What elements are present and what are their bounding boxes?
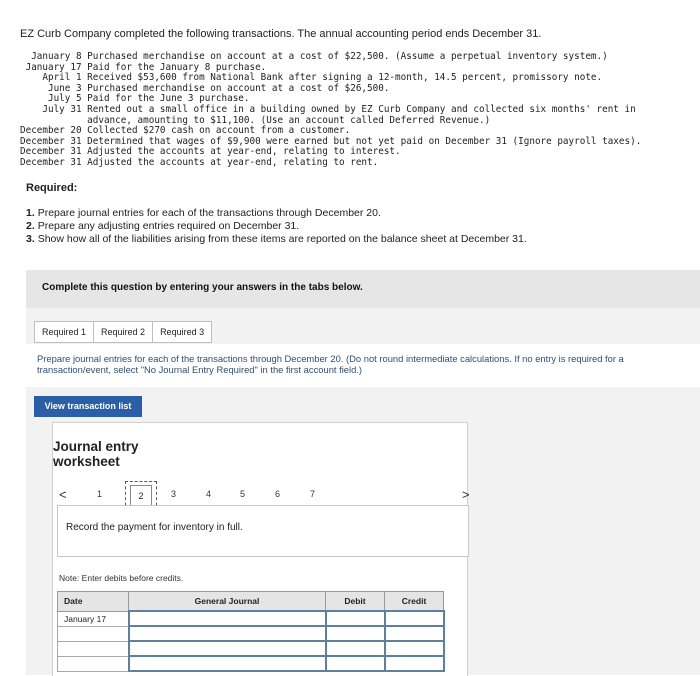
general-journal-header: General Journal xyxy=(129,592,326,612)
date-cell xyxy=(58,656,129,671)
transaction-line: December 31 Adjusted the accounts at year-end, relating to interest. xyxy=(20,146,401,158)
requirement-item: 2. Prepare any adjusting entries required on December 31. xyxy=(26,220,300,232)
date-cell: January 17 xyxy=(58,611,129,626)
transaction-line: January 8 Purchased merchandise on account at a cost of $22,500. (Assume a perpetual inventory system.) xyxy=(20,51,608,62)
tab-required-3[interactable]: Required 3 xyxy=(152,321,212,343)
debit-input[interactable] xyxy=(326,656,385,671)
date-cell xyxy=(58,626,129,641)
required-heading: Required: xyxy=(26,182,78,194)
page-5[interactable]: 5 xyxy=(240,489,246,499)
account-input[interactable] xyxy=(129,641,326,656)
table-row xyxy=(58,626,444,641)
tab-required-2[interactable]: Required 2 xyxy=(93,321,153,343)
tabs-panel-header xyxy=(26,270,700,308)
credit-input[interactable] xyxy=(385,656,444,671)
journal-entry-worksheet xyxy=(52,422,468,676)
chevron-right-icon[interactable]: > xyxy=(462,487,470,502)
transaction-list xyxy=(20,52,641,169)
page-6[interactable]: 6 xyxy=(275,489,281,499)
chevron-left-icon[interactable]: < xyxy=(59,487,67,502)
transaction-line: December 20 Collected $270 cash on account from a customer. xyxy=(20,125,351,137)
problem-intro: EZ Curb Company completed the following transactions. The annual accounting period ends December 31. xyxy=(20,28,542,40)
debit-input[interactable] xyxy=(326,641,385,656)
debit-input[interactable] xyxy=(326,611,385,626)
requirements-list xyxy=(26,207,527,246)
panel-instruction: Complete this question by entering your answers in the tabs below. xyxy=(42,282,363,293)
worksheet-message-box xyxy=(57,505,469,557)
transaction-line: January 17 Paid for the January 8 purchase. xyxy=(20,61,267,73)
credit-header: Credit xyxy=(385,592,444,612)
account-input[interactable] xyxy=(129,626,326,641)
date-header: Date xyxy=(58,592,129,612)
account-input[interactable] xyxy=(129,611,326,626)
page-3[interactable]: 3 xyxy=(171,489,177,499)
debits-note: Note: Enter debits before credits. xyxy=(59,573,184,583)
transaction-line: June 3 Purchased merchandise on account at a cost of $26,500. xyxy=(20,82,390,94)
requirement-item: 1. Prepare journal entries for each of the transactions through December 20. xyxy=(26,207,381,219)
credit-input[interactable] xyxy=(385,641,444,656)
transaction-line: July 31 Rented out a small office in a building owned by EZ Curb Company and collected six months' rent in xyxy=(20,103,636,115)
transaction-line: December 31 Adjusted the accounts at year-end, relating to rent. xyxy=(20,156,379,168)
table-row xyxy=(58,656,444,671)
worksheet-title: Journal entry worksheet xyxy=(53,439,139,469)
page-1[interactable]: 1 xyxy=(97,489,103,499)
transaction-line: July 5 Paid for the June 3 purchase. xyxy=(20,93,250,105)
journal-table xyxy=(57,591,445,672)
table-row xyxy=(58,611,444,626)
debit-header: Debit xyxy=(326,592,385,612)
view-transaction-list-button[interactable]: View transaction list xyxy=(34,396,142,417)
account-input[interactable] xyxy=(129,656,326,671)
instructions-text: Prepare journal entries for each of the transactions through December 20. (Do not round intermediate calculations. If no entry is required for a transaction/event, select "No Journal Entry Required" in the first account field.) xyxy=(37,353,624,375)
credit-input[interactable] xyxy=(385,626,444,641)
transaction-line: December 31 Determined that wages of $9,900 were earned but not yet paid on December 31 (Ignore payroll taxes). xyxy=(20,135,642,147)
transaction-line: advance, amounting to $11,100. (Use an account called Deferred Revenue.) xyxy=(20,114,491,126)
worksheet-message: Record the payment for inventory in full. xyxy=(66,522,243,533)
requirement-item: 3. Show how all of the liabilities arising from these items are reported on the balance sheet at December 31. xyxy=(26,233,527,245)
page-4[interactable]: 4 xyxy=(206,489,212,499)
tab-required-1[interactable]: Required 1 xyxy=(34,321,94,343)
page-2[interactable]: 2 xyxy=(130,485,152,507)
instructions-box xyxy=(26,344,700,387)
debit-input[interactable] xyxy=(326,626,385,641)
requirement-tabs xyxy=(34,321,211,343)
date-cell xyxy=(58,641,129,656)
table-row xyxy=(58,641,444,656)
transaction-line: April 1 Received $53,600 from National Bank after signing a 12-month, 14.5 percent, promissory note. xyxy=(20,72,603,84)
page-7[interactable]: 7 xyxy=(310,489,316,499)
credit-input[interactable] xyxy=(385,611,444,626)
